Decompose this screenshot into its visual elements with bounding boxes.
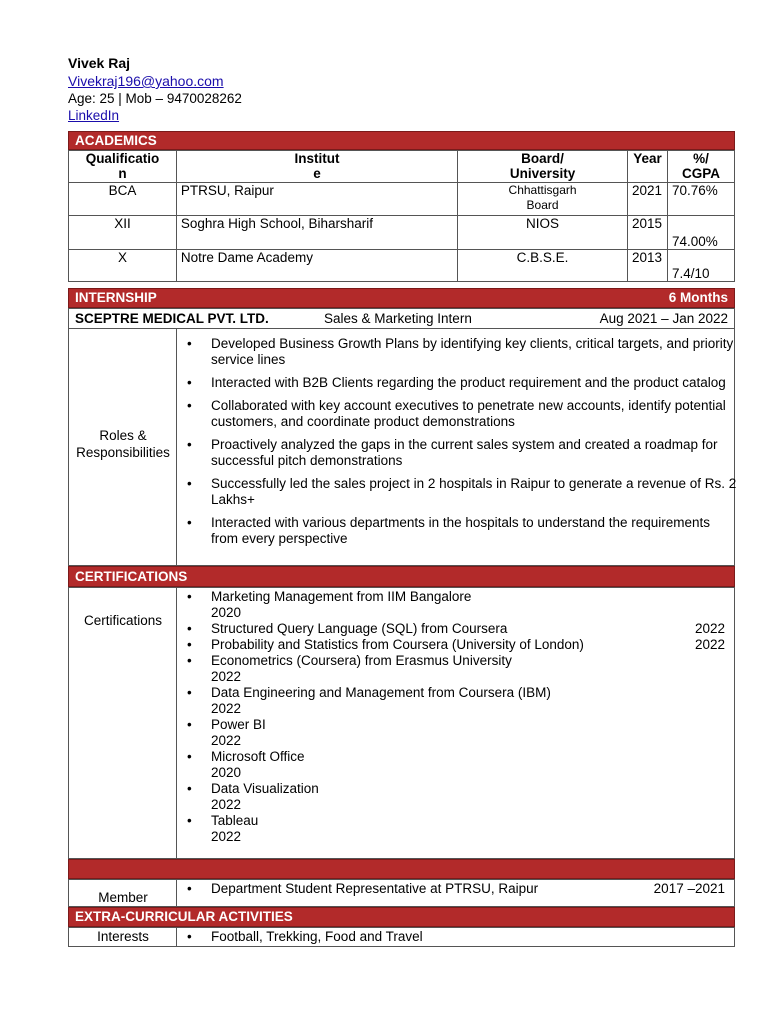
cert-name: Tableau [211,813,259,828]
list-item: • Developed Business Growth Plans by identifying key clients, critical targets, and priority service lines [177,336,737,368]
interests-row [68,927,735,947]
col-board: Board/ University [458,151,628,183]
extracurricular-header [68,907,735,927]
col-institute: Institut e [176,151,457,183]
list-item: • Successfully led the sales project in 2 hospitals in Raipur to generate a revenue of Rs. 2 Lakhs+ [177,476,737,508]
list-item [177,621,731,637]
intern-role: Sales & Marketing Intern [324,311,472,326]
col-qualification: Qualificatio n [69,151,177,183]
list-item [177,781,731,813]
list-item: • Proactively analyzed the gaps in the current sales system and created a roadmap for successful pitch demonstrations [177,437,737,469]
academics-header [68,131,735,150]
internship-header [68,288,735,308]
member-item: Department Student Representative at PTRSU, Raipur [211,881,539,896]
academics-table [68,150,735,282]
col-cgpa: %/ CGPA [668,151,735,183]
cert-year: 2020 [211,605,242,620]
cert-year: 2022 [211,669,242,684]
list-item [177,637,731,653]
member-label: Member [98,890,148,905]
cert-name: Structured Query Language (SQL) from Coursera [211,621,508,636]
institute-cell: PTRSU, Raipur [176,183,457,216]
email-link[interactable]: Vivekraj196@yahoo.com [68,73,224,89]
score-cell: 74.00% [668,216,735,250]
member-dates: 2017 –2021 [653,881,725,896]
certifications-label: Certifications [83,613,163,628]
academics-header-row [69,151,735,183]
responsibilities-list [177,336,737,547]
candidate-name: Vivek Raj [68,55,131,71]
score-cell: 70.76% [668,183,735,216]
qualification-cell: BCA [69,183,177,216]
cert-year: 2022 [211,701,242,716]
list-item [177,749,731,781]
score-cell: 7.4/10 [668,250,735,282]
cert-name: Power BI [211,717,266,732]
academics-title: ACADEMICS [75,133,157,148]
member-list [177,881,731,897]
list-item [177,717,731,749]
board-cell: Chhattisgarh Board [458,183,628,216]
internship-title: INTERNSHIP [75,290,157,305]
responsibilities-box [68,328,735,566]
qualification-cell: XII [69,216,177,250]
list-item: • Interacted with B2B Clients regarding the product requirement and the product catalog [177,375,737,391]
list-item [177,881,731,897]
cert-year: 2022 [694,637,725,652]
list-item: • Football, Trekking, Food and Travel [177,929,731,945]
cert-year: 2022 [211,829,242,844]
company-name: SCEPTRE MEDICAL PVT. LTD. [75,311,269,326]
list-item [177,653,731,685]
cert-year: 2022 [694,621,725,636]
list-item [177,813,731,845]
table-row [69,216,735,250]
qualification-cell: X [69,250,177,282]
certifications-list [177,589,731,845]
cert-name: Marketing Management from IIM Bangalore [211,589,472,604]
blank-section-header [68,859,735,879]
institute-cell: Soghra High School, Biharsharif [176,216,457,250]
list-item [177,589,731,621]
list-item [177,685,731,717]
linkedin-link[interactable]: LinkedIn [68,108,120,123]
cert-year: 2020 [211,765,242,780]
list-item: • Collaborated with key account executives to penetrate new accounts, identify potential customers, and coordinate product demonstrations [177,398,737,430]
cert-year: 2022 [211,733,242,748]
cert-name: Data Engineering and Management from Coursera (IBM) [211,685,551,700]
list-item: • Interacted with various departments in the hospitals to understand the requirements from every perspective [177,515,737,547]
certifications-title: CERTIFICATIONS [75,569,188,584]
cert-name: Econometrics (Coursera) from Erasmus University [211,653,512,668]
intern-dates: Aug 2021 – Jan 2022 [599,311,728,326]
internship-duration: 6 Months [668,290,728,305]
interests-label: Interests [97,929,149,944]
cert-name: Data Visualization [211,781,319,796]
cert-name: Microsoft Office [211,749,305,764]
age-mobile: Age: 25 | Mob – 9470028262 [68,91,242,106]
col-year: Year [628,151,668,183]
member-row [68,879,735,907]
cert-year: 2022 [211,797,242,812]
roles-label: Roles & Responsibilities [76,428,170,460]
year-cell: 2015 [628,216,668,250]
certifications-box [68,587,735,859]
interests-list [177,929,731,945]
board-cell: NIOS [458,216,628,250]
year-cell: 2013 [628,250,668,282]
certifications-header [68,566,735,587]
year-cell: 2021 [628,183,668,216]
table-row [69,250,735,282]
cert-name: Probability and Statistics from Coursera (University of London) [211,637,584,652]
extracurricular-title: EXTRA-CURRICULAR ACTIVITIES [75,909,293,924]
board-cell: C.B.S.E. [458,250,628,282]
table-row [69,183,735,216]
internship-company-row [68,308,735,329]
institute-cell: Notre Dame Academy [176,250,457,282]
